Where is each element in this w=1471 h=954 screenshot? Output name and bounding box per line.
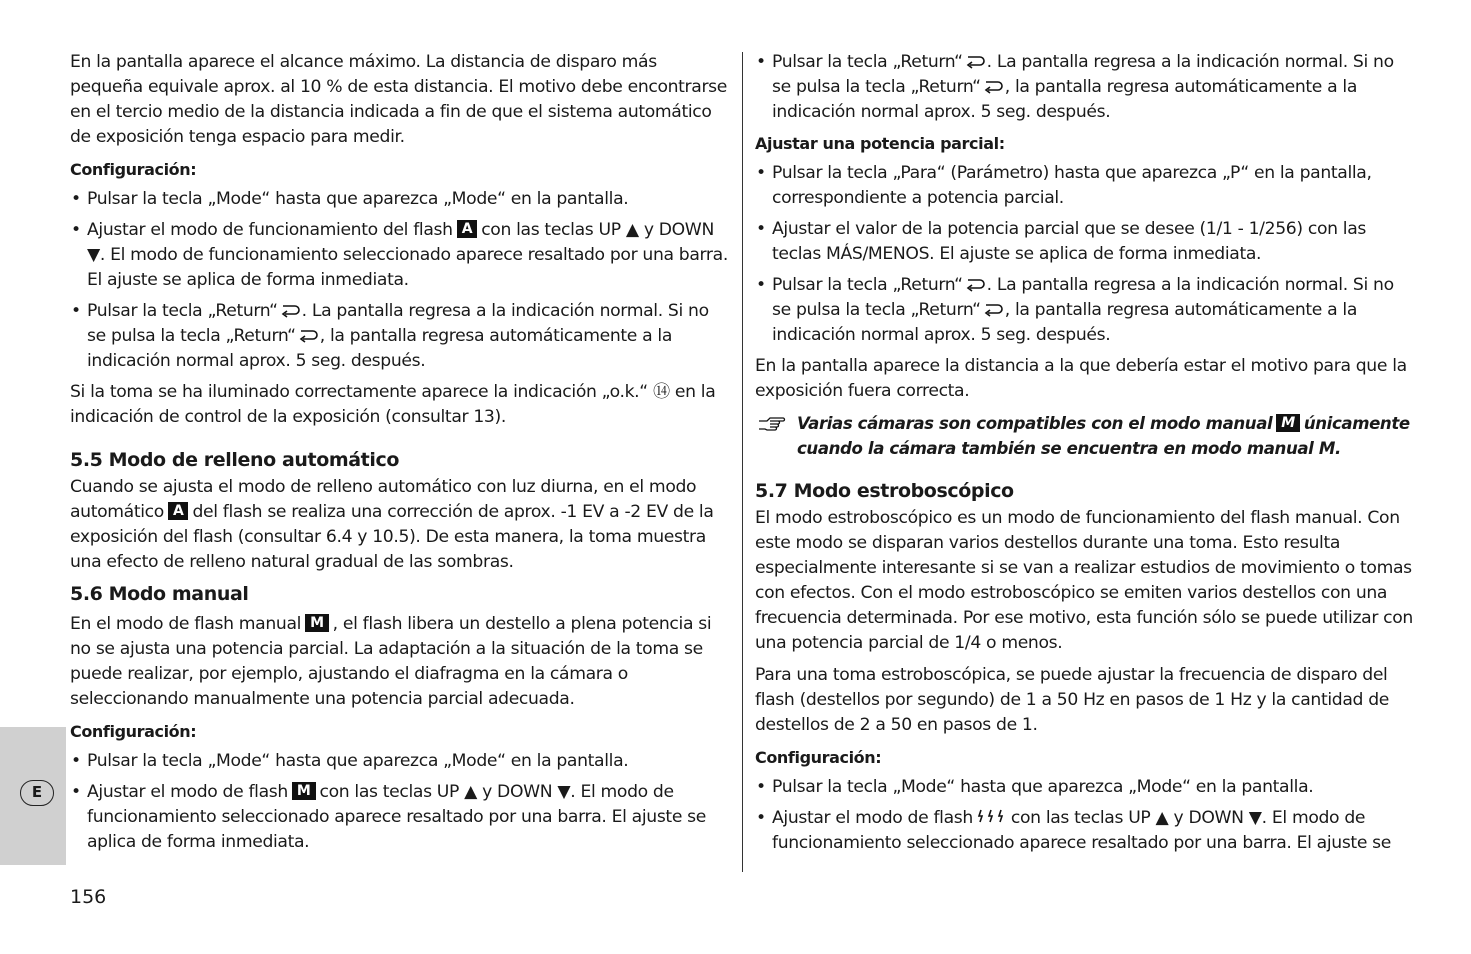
- list-item: • Ajustar el modo de flash con las teclas UP ▲ y DOWN ▼. El modo de funcionamiento seleccionado aparece resaltado por una barra. El ajuste se: [756, 808, 1391, 853]
- return-arrow-icon: [965, 53, 985, 69]
- config-heading: Configuración:: [70, 160, 197, 179]
- mode-manual-icon: M: [1276, 414, 1300, 432]
- list-item: • Ajustar el valor de la potencia parcial que se desee (1/1 - 1/256) con las teclas MÁS/MENOS. El ajuste se aplica de forma inmediata.: [756, 219, 1366, 264]
- note-block: Varias cámaras son compatibles con el modo manual M únicamente cuando la cámara también se encuentra en modo manual M.: [755, 411, 1417, 461]
- config-heading: Configuración:: [70, 722, 197, 741]
- mode-auto-icon: A: [168, 502, 189, 520]
- config-list: [70, 749, 732, 855]
- section-5-5-paragraph: Cuando se ajusta el modo de relleno automático con luz diurna, en el modo automático A del flash se realiza una corrección de aprox. -1 EV a -2 EV de la exposición del flash (consultar 6.4 y 10.5). De esta manera, la toma muestra una efecto de relleno natural gradual de las sombras.: [70, 477, 714, 572]
- section-heading-5-7: 5.7 Modo estroboscópico: [755, 480, 1014, 502]
- return-arrow-icon: [298, 327, 318, 343]
- list-item: • Pulsar la tecla „Return“ . La pantalla regresa a la indicación normal. Si no se pulsa la tecla „Return“ , la pantalla regresa automáticamente a la indicación normal aprox. 5 seg. después.: [756, 275, 1394, 345]
- section-heading-5-6: 5.6 Modo manual: [70, 583, 249, 605]
- return-arrow-icon: [983, 301, 1003, 317]
- ok-paragraph: Si la toma se ha iluminado correctamente aparece la indicación „o.k.“ ⑭ en la indicación de control de la exposición (consultar 13).: [70, 382, 716, 427]
- list-item: • Pulsar la tecla „Return“ . La pantalla regresa a la indicación normal. Si no se pulsa la tecla „Return“ , la pantalla regresa automáticamente a la indicación normal aprox. 5 seg. después.: [71, 301, 709, 371]
- list-item: • Pulsar la tecla „Mode“ hasta que aparezca „Mode“ en la pantalla.: [71, 189, 629, 209]
- pointing-hand-icon: [757, 413, 787, 433]
- stroboscopic-frequency-paragraph: Para una toma estroboscópica, se puede ajustar la frecuencia de disparo del flash (destellos por segundo) de 1 a 50 Hz en pasos de 1 Hz y la cantidad de destellos de 2 a 50 en pasos de 1.: [755, 665, 1389, 735]
- strobe-flash-icon: [977, 809, 1007, 823]
- list-item: • Ajustar el modo de flash M con las teclas UP ▲ y DOWN ▼. El modo de funcionamiento seleccionado aparece resaltado por una barra. El ajuste se aplica de forma inmediata.: [71, 782, 706, 852]
- return-list: [755, 50, 1417, 125]
- list-item: • Pulsar la tecla „Return“ . La pantalla regresa a la indicación normal. Si no se pulsa la tecla „Return“ , la pantalla regresa automáticamente a la indicación normal aprox. 5 seg. después.: [756, 52, 1394, 122]
- list-item: • Ajustar el modo de funcionamiento del flash A con las teclas UP ▲ y DOWN ▼. El modo de funcionamiento seleccionado aparece resaltado por una barra. El ajuste se aplica de forma inmediata.: [71, 220, 728, 290]
- right-column: [755, 50, 1417, 862]
- distance-paragraph: En la pantalla aparece la distancia a la que debería estar el motivo para que la exposición fuera correcta.: [755, 356, 1407, 401]
- mode-auto-icon: A: [457, 220, 478, 238]
- config-heading: Configuración:: [755, 748, 882, 767]
- return-arrow-icon: [983, 78, 1003, 94]
- section-heading-5-5: 5.5 Modo de relleno automático: [70, 449, 399, 471]
- list-item: • Pulsar la tecla „Para“ (Parámetro) hasta que aparezca „P“ en la pantalla, correspondiente a potencia parcial.: [756, 163, 1372, 208]
- column-divider: [742, 52, 743, 872]
- mode-manual-icon: M: [305, 614, 329, 632]
- partial-power-list: [755, 161, 1417, 348]
- return-arrow-icon: [965, 276, 985, 292]
- list-item: • Pulsar la tecla „Mode“ hasta que aparezca „Mode“ en la pantalla.: [756, 777, 1314, 797]
- section-5-6-paragraph: En el modo de flash manual M , el flash libera un destello a plena potencia si no se ajusta una potencia parcial. La adaptación a la situación de la toma se puede realizar, por ejemplo, ajustando el diafragma en la cámara o seleccionando manualmente una potencia parcial adecuada.: [70, 614, 712, 709]
- partial-power-heading: Ajustar una potencia parcial:: [755, 134, 1005, 153]
- list-item: • Pulsar la tecla „Mode“ hasta que aparezca „Mode“ en la pantalla.: [71, 751, 629, 771]
- language-badge: E: [20, 780, 54, 806]
- config-list: [70, 187, 732, 374]
- section-5-7-paragraph: El modo estroboscópico es un modo de funcionamiento del flash manual. Con este modo se disparan varios destellos durante una toma. Esto resulta especialmente interesante si se van a realizar estudios de movimiento o tomas con efectos. Con el modo estroboscópico se emiten varios destellos con una frecuencia determinada. Por ese motivo, esta función sólo se puede utilizar con una potencia parcial de 1/4 o menos.: [755, 508, 1413, 653]
- mode-manual-icon: M: [292, 782, 316, 800]
- intro-paragraph: En la pantalla aparece el alcance máximo. La distancia de disparo más pequeña equivale aprox. al 10 % de esta distancia. El motivo debe encontrarse en el tercio medio de la distancia indicada a fin de que el sistema automático de exposición tenga espacio para medir.: [70, 52, 728, 147]
- return-arrow-icon: [280, 302, 300, 318]
- left-column: [70, 50, 732, 861]
- page-number: 156: [70, 886, 107, 908]
- config-list: [755, 775, 1417, 856]
